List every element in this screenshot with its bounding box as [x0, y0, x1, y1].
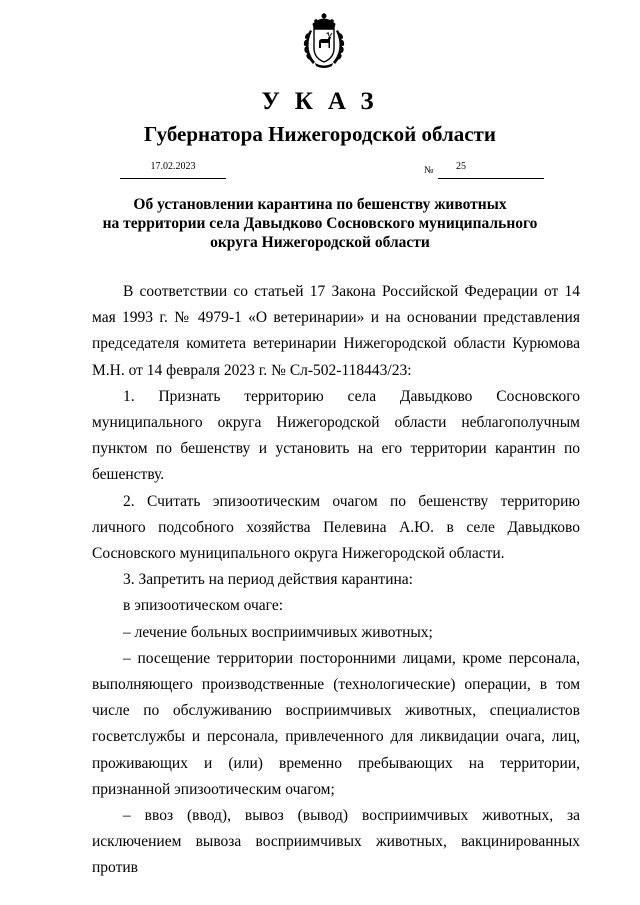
subject-line: на территории села Давыдково Сосновского муниципального: [102, 215, 538, 232]
decree-date: [120, 160, 226, 179]
paragraph-prohibition: – посещение территории посторонними лицами, кроме персонала, выполняющего производственные (технологические) операции, в том числе по обслуживанию восприимчивых животных, специалистов госветслужбы и персонала, привлеченного для ликвидации очага, лиц, проживающих и (или) временно пребывающих на территории, признанной эпизоотическим очагом;: [92, 649, 580, 798]
decree-title: УКАЗ: [261, 88, 389, 115]
decree-date-value: 17.02.2023: [150, 161, 196, 172]
decree-number-value: 25: [456, 161, 466, 172]
decree-subject: [90, 195, 550, 252]
paragraph-focus-heading: в эпизоотическом очаге:: [123, 597, 284, 615]
paragraph-prohibition: – ввоз (ввод), вывоз (вывод) восприимчивых животных, за исключением вывоза восприимчивых животных, вакцинированных против: [92, 807, 580, 877]
paragraph-prohibition: – лечение больных восприимчивых животных;: [123, 623, 433, 641]
subject-line: Об установлении карантина по бешенству животных: [133, 196, 507, 213]
decree-body: [92, 279, 580, 882]
paragraph-item-2: 2. Считать эпизоотическим очагом по бешенству территорию личного подсобного хозяйства Пелевина А.Ю. в селе Давыдково Сосновского муниципального округа Нижегородской области.: [92, 492, 580, 563]
paragraph-item-1: 1. Признать территорию села Давыдково Сосновского муниципального округа Нижегородской области неблагополучным пунктом по бешенству и установить на его территории карантин по бешенству.: [92, 387, 580, 484]
issuer-title: Губернатора Нижегородской области: [144, 122, 496, 146]
decree-number: [438, 160, 544, 179]
coat-of-arms-icon: [301, 12, 347, 70]
paragraph-preamble: В соответствии со статьей 17 Закона Российской Федерации от 14 мая 1993 г. № 4979-1 «О ветеринарии» и на основании представления председателя комитета ветеринарии Нижегородской области Курюмова М.Н. от 14 февраля 2023 г. № Сл-502-118443/23:: [92, 283, 580, 379]
paragraph-item-3: 3. Запретить на период действия карантина:: [123, 571, 413, 589]
subject-line: округа Нижегородской области: [210, 234, 430, 251]
number-prefix: №: [424, 165, 434, 176]
